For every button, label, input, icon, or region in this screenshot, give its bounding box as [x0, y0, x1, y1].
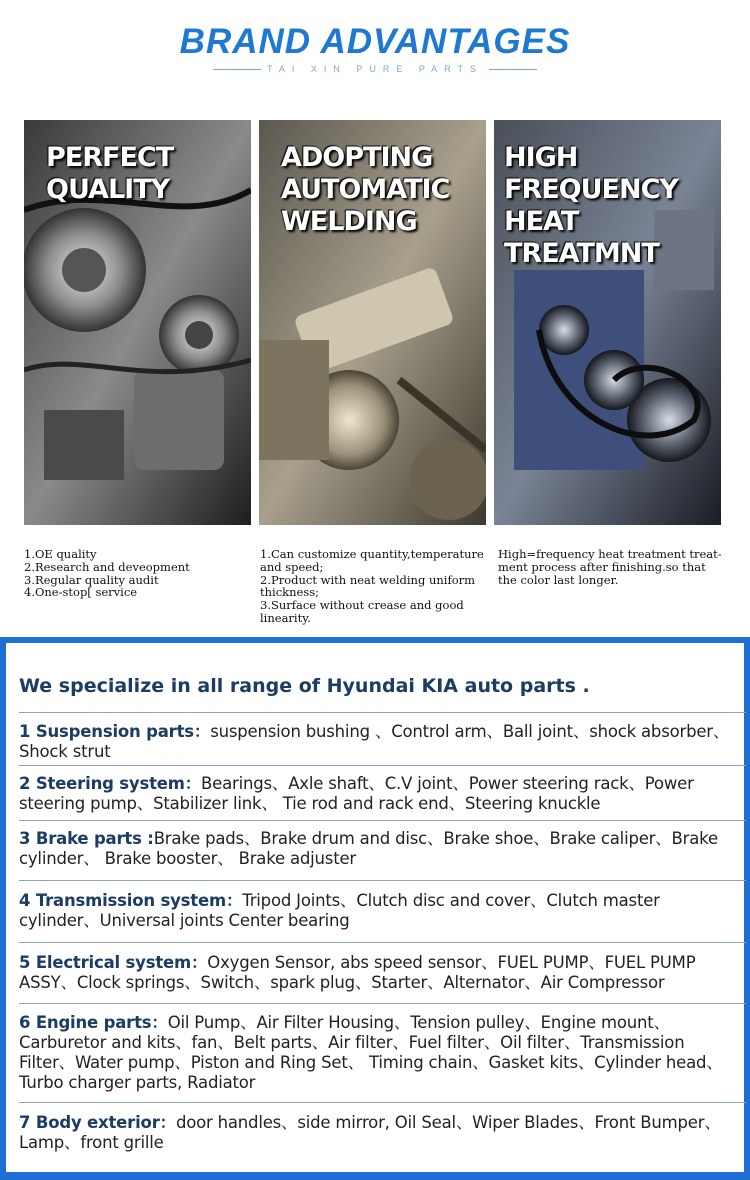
category-label: 7 Body exterior： [19, 1113, 176, 1132]
divider [19, 712, 746, 713]
category-label: 3 Brake parts : [19, 829, 154, 848]
desc-line: linearity. [260, 610, 311, 625]
desc-line: High=frequency heat treatment treat- [498, 547, 722, 561]
desc-line: 3.Regular quality audit [24, 572, 159, 587]
category-engine [19, 1013, 744, 1093]
divider [19, 820, 746, 821]
category-text: Tripod Joints、Clutch disc and cover、Clutch master cylinder、Universal joints Center bearing [19, 891, 660, 930]
page-title: BRAND ADVANTAGES [179, 22, 571, 61]
desc-line: 1.OE quality [24, 547, 97, 561]
category-suspension [19, 722, 744, 762]
category-body-exterior [19, 1113, 744, 1153]
category-label: 2 Steering system： [19, 774, 202, 793]
desc-line: 1.Can customize quantity,temperature [260, 547, 484, 561]
panel-automatic-welding [259, 120, 486, 525]
panel-heat-treatment [494, 120, 721, 525]
advantage-panels [24, 120, 721, 525]
category-brake [19, 829, 744, 869]
panel-title: ADOPTING AUTOMATIC WELDING [281, 142, 450, 237]
category-steering [19, 774, 744, 814]
specialize-box [0, 637, 750, 1180]
brand-subtitle: TAI XIN PURE PARTS [266, 64, 484, 74]
desc-line: 3.Surface without crease and good [260, 598, 464, 613]
desc-line: 2.Product with neat welding uniform [260, 572, 476, 587]
category-label: 4 Transmission system： [19, 891, 243, 910]
category-text: suspension bushing 、Control arm、Ball joint、shock absorber、Shock strut [19, 722, 730, 761]
panel-description-2 [260, 548, 492, 625]
desc-line: 2.Research and deveopment [24, 559, 190, 574]
panel-title: PERFECT QUALITY [46, 142, 174, 205]
category-text: Bearings、Axle shaft、C.V joint、Power steering rack、Power steering pump、Stabilizer link、 Tie rod and rack end、Steering knuckle [19, 774, 694, 813]
category-label: 6 Engine parts： [19, 1013, 168, 1032]
category-electrical [19, 953, 744, 993]
desc-line: the color last longer. [498, 572, 619, 587]
panel-description-1 [24, 548, 254, 599]
desc-line: thickness; [260, 585, 320, 600]
category-text: Brake pads、Brake drum and disc、Brake shoe、Brake caliper、Brake cylinder、 Brake booster、 Brake adjuster [19, 829, 718, 868]
divider-right [489, 69, 537, 70]
panel-description-3 [498, 548, 726, 586]
panel-title: HIGH FREQUENCY HEAT TREATMNT [504, 142, 678, 269]
divider [19, 1003, 746, 1004]
desc-line: 4.One-stop[ service [24, 585, 138, 600]
specialize-heading: We specialize in all range of Hyundai KIA auto parts . [19, 675, 590, 697]
category-text: Oxygen Sensor, abs speed sensor、FUEL PUMP、FUEL PUMP ASSY、Clock springs、Switch、spark plug、Starter、Alternator、Air Compressor [19, 953, 696, 992]
category-label: 5 Electrical system： [19, 953, 208, 972]
category-label: 1 Suspension parts： [19, 722, 211, 741]
divider [19, 880, 746, 881]
category-text: Oil Pump、Air Filter Housing、Tension pulley、Engine mount、Carburetor and kits、fan、Belt parts、Air filter、Fuel filter、Oil filter、Transmission Filter、Water pump、Piston and Ring Set、 Timing chain、Gasket kits、Cylinder head、Turbo charger parts, Radiator [19, 1013, 723, 1092]
desc-line: and speed; [260, 559, 324, 574]
divider [19, 942, 746, 943]
subtitle-row [0, 64, 750, 74]
desc-line: ment process after finishing.so that [498, 559, 706, 574]
divider [19, 765, 746, 766]
category-transmission [19, 891, 744, 931]
panel-perfect-quality [24, 120, 251, 525]
divider [19, 1102, 746, 1103]
brand-header [0, 22, 750, 74]
divider-left [213, 69, 261, 70]
category-text: door handles、side mirror, Oil Seal、Wiper Blades、Front Bumper、Lamp、front grille [19, 1113, 721, 1152]
